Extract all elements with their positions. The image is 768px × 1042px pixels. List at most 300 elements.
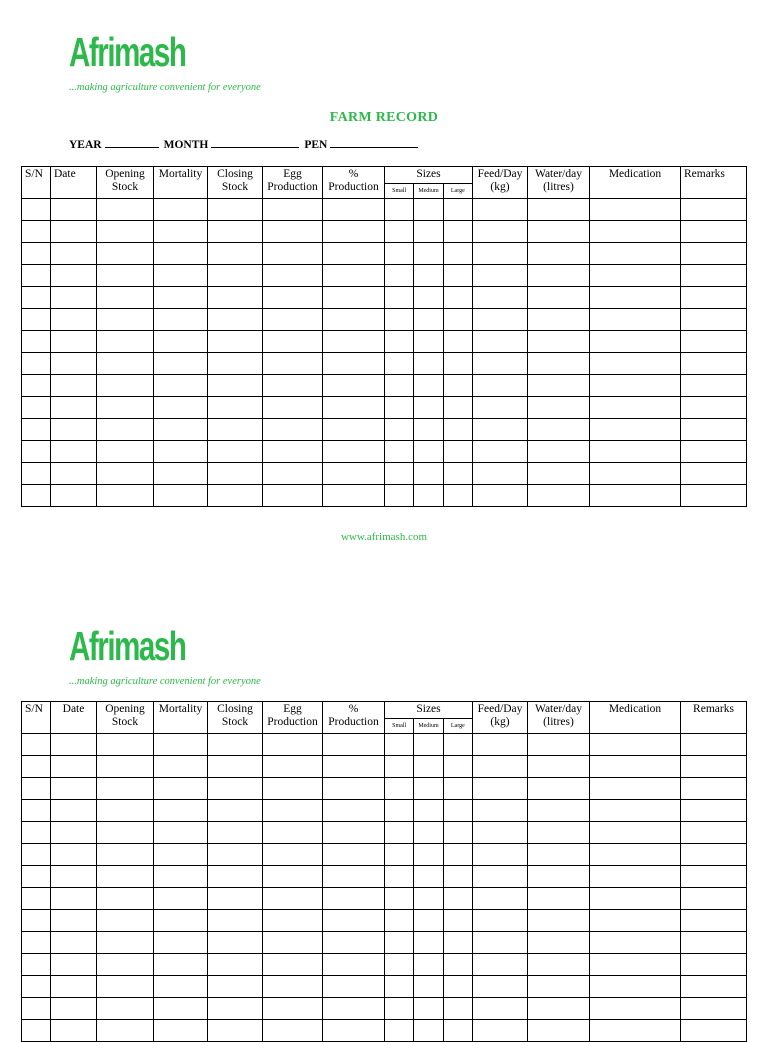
table-cell[interactable] xyxy=(154,397,208,419)
sizes-cell[interactable] xyxy=(385,485,473,507)
table-cell[interactable] xyxy=(323,888,385,910)
table-cell[interactable] xyxy=(51,734,97,756)
table-cell[interactable] xyxy=(208,243,263,265)
table-cell[interactable] xyxy=(22,265,51,287)
table-cell[interactable] xyxy=(154,778,208,800)
table-cell[interactable] xyxy=(681,954,747,976)
size-cell-small[interactable] xyxy=(385,287,413,308)
size-cell-small[interactable] xyxy=(385,998,413,1019)
sizes-cell[interactable] xyxy=(385,998,473,1020)
table-cell[interactable] xyxy=(22,441,51,463)
size-cell-medium[interactable] xyxy=(413,463,442,484)
table-cell[interactable] xyxy=(263,353,323,375)
table-cell[interactable] xyxy=(51,419,97,441)
table-cell[interactable] xyxy=(681,932,747,954)
table-cell[interactable] xyxy=(323,778,385,800)
size-cell-large[interactable] xyxy=(443,331,472,352)
table-cell[interactable] xyxy=(473,844,528,866)
table-cell[interactable] xyxy=(681,756,747,778)
sizes-cell[interactable] xyxy=(385,844,473,866)
table-cell[interactable] xyxy=(51,1020,97,1042)
sizes-cell[interactable] xyxy=(385,309,473,331)
table-cell[interactable] xyxy=(323,1020,385,1042)
size-cell-small[interactable] xyxy=(385,976,413,997)
table-cell[interactable] xyxy=(473,265,528,287)
table-cell[interactable] xyxy=(97,309,154,331)
size-cell-medium[interactable] xyxy=(413,822,442,843)
table-cell[interactable] xyxy=(154,800,208,822)
table-cell[interactable] xyxy=(154,888,208,910)
table-cell[interactable] xyxy=(51,441,97,463)
table-cell[interactable] xyxy=(22,331,51,353)
size-cell-large[interactable] xyxy=(443,954,472,975)
table-cell[interactable] xyxy=(528,199,590,221)
size-cell-medium[interactable] xyxy=(413,734,442,755)
table-cell[interactable] xyxy=(97,397,154,419)
size-cell-small[interactable] xyxy=(385,734,413,755)
table-cell[interactable] xyxy=(22,844,51,866)
size-cell-large[interactable] xyxy=(443,998,472,1019)
table-cell[interactable] xyxy=(528,954,590,976)
table-cell[interactable] xyxy=(323,910,385,932)
pen-field[interactable] xyxy=(330,147,418,148)
table-cell[interactable] xyxy=(681,375,747,397)
size-cell-small[interactable] xyxy=(385,888,413,909)
table-cell[interactable] xyxy=(323,756,385,778)
table-cell[interactable] xyxy=(323,243,385,265)
table-cell[interactable] xyxy=(528,998,590,1020)
table-cell[interactable] xyxy=(22,221,51,243)
size-cell-medium[interactable] xyxy=(413,778,442,799)
table-cell[interactable] xyxy=(51,822,97,844)
table-cell[interactable] xyxy=(97,866,154,888)
table-cell[interactable] xyxy=(97,463,154,485)
sizes-cell[interactable] xyxy=(385,954,473,976)
size-cell-small[interactable] xyxy=(385,954,413,975)
sizes-cell[interactable] xyxy=(385,221,473,243)
table-cell[interactable] xyxy=(473,954,528,976)
size-cell-large[interactable] xyxy=(443,463,472,484)
table-cell[interactable] xyxy=(263,397,323,419)
table-cell[interactable] xyxy=(263,265,323,287)
table-cell[interactable] xyxy=(97,888,154,910)
table-cell[interactable] xyxy=(154,221,208,243)
table-cell[interactable] xyxy=(154,463,208,485)
size-cell-large[interactable] xyxy=(443,221,472,242)
size-cell-medium[interactable] xyxy=(413,375,442,396)
size-cell-medium[interactable] xyxy=(413,1020,442,1041)
size-cell-small[interactable] xyxy=(385,910,413,931)
table-cell[interactable] xyxy=(51,998,97,1020)
table-cell[interactable] xyxy=(473,287,528,309)
table-cell[interactable] xyxy=(528,309,590,331)
table-cell[interactable] xyxy=(473,419,528,441)
size-cell-small[interactable] xyxy=(385,756,413,777)
sizes-cell[interactable] xyxy=(385,1020,473,1042)
table-cell[interactable] xyxy=(681,734,747,756)
table-cell[interactable] xyxy=(22,756,51,778)
table-cell[interactable] xyxy=(323,441,385,463)
sizes-cell[interactable] xyxy=(385,331,473,353)
table-cell[interactable] xyxy=(473,485,528,507)
table-cell[interactable] xyxy=(208,221,263,243)
size-cell-large[interactable] xyxy=(443,822,472,843)
size-cell-small[interactable] xyxy=(385,866,413,887)
table-cell[interactable] xyxy=(323,287,385,309)
table-cell[interactable] xyxy=(51,485,97,507)
sizes-cell[interactable] xyxy=(385,866,473,888)
table-cell[interactable] xyxy=(208,309,263,331)
table-cell[interactable] xyxy=(154,1020,208,1042)
size-cell-large[interactable] xyxy=(443,265,472,286)
table-cell[interactable] xyxy=(208,800,263,822)
table-cell[interactable] xyxy=(528,485,590,507)
table-cell[interactable] xyxy=(473,463,528,485)
table-cell[interactable] xyxy=(590,419,681,441)
size-cell-small[interactable] xyxy=(385,375,413,396)
size-cell-large[interactable] xyxy=(443,976,472,997)
table-cell[interactable] xyxy=(22,866,51,888)
table-cell[interactable] xyxy=(22,309,51,331)
table-cell[interactable] xyxy=(51,309,97,331)
table-cell[interactable] xyxy=(263,976,323,998)
size-cell-small[interactable] xyxy=(385,397,413,418)
table-cell[interactable] xyxy=(208,866,263,888)
table-cell[interactable] xyxy=(51,800,97,822)
size-cell-medium[interactable] xyxy=(413,888,442,909)
table-cell[interactable] xyxy=(97,353,154,375)
table-cell[interactable] xyxy=(51,331,97,353)
table-cell[interactable] xyxy=(208,998,263,1020)
size-cell-large[interactable] xyxy=(443,734,472,755)
table-cell[interactable] xyxy=(590,822,681,844)
table-cell[interactable] xyxy=(208,756,263,778)
table-cell[interactable] xyxy=(590,888,681,910)
table-cell[interactable] xyxy=(528,221,590,243)
table-cell[interactable] xyxy=(22,888,51,910)
table-cell[interactable] xyxy=(154,353,208,375)
sizes-cell[interactable] xyxy=(385,734,473,756)
table-cell[interactable] xyxy=(528,778,590,800)
table-cell[interactable] xyxy=(51,199,97,221)
table-cell[interactable] xyxy=(154,844,208,866)
table-cell[interactable] xyxy=(528,756,590,778)
sizes-cell[interactable] xyxy=(385,441,473,463)
table-cell[interactable] xyxy=(51,756,97,778)
table-cell[interactable] xyxy=(208,485,263,507)
table-cell[interactable] xyxy=(97,910,154,932)
table-cell[interactable] xyxy=(323,976,385,998)
table-cell[interactable] xyxy=(323,199,385,221)
table-cell[interactable] xyxy=(208,844,263,866)
table-cell[interactable] xyxy=(22,800,51,822)
table-cell[interactable] xyxy=(473,866,528,888)
table-cell[interactable] xyxy=(208,287,263,309)
table-cell[interactable] xyxy=(97,800,154,822)
table-cell[interactable] xyxy=(154,932,208,954)
table-cell[interactable] xyxy=(208,1020,263,1042)
size-cell-medium[interactable] xyxy=(413,998,442,1019)
table-cell[interactable] xyxy=(22,910,51,932)
table-cell[interactable] xyxy=(97,199,154,221)
table-cell[interactable] xyxy=(323,822,385,844)
table-cell[interactable] xyxy=(22,199,51,221)
size-cell-small[interactable] xyxy=(385,331,413,352)
size-cell-large[interactable] xyxy=(443,353,472,374)
table-cell[interactable] xyxy=(97,265,154,287)
table-cell[interactable] xyxy=(590,331,681,353)
table-cell[interactable] xyxy=(473,353,528,375)
size-cell-medium[interactable] xyxy=(413,441,442,462)
size-cell-small[interactable] xyxy=(385,221,413,242)
table-cell[interactable] xyxy=(51,463,97,485)
table-cell[interactable] xyxy=(323,375,385,397)
table-cell[interactable] xyxy=(473,441,528,463)
sizes-cell[interactable] xyxy=(385,778,473,800)
table-cell[interactable] xyxy=(208,331,263,353)
table-cell[interactable] xyxy=(22,778,51,800)
size-cell-medium[interactable] xyxy=(413,976,442,997)
size-cell-small[interactable] xyxy=(385,485,413,506)
table-cell[interactable] xyxy=(528,822,590,844)
table-cell[interactable] xyxy=(51,778,97,800)
table-cell[interactable] xyxy=(51,910,97,932)
table-cell[interactable] xyxy=(681,265,747,287)
table-cell[interactable] xyxy=(681,397,747,419)
table-cell[interactable] xyxy=(528,800,590,822)
table-cell[interactable] xyxy=(22,397,51,419)
table-cell[interactable] xyxy=(263,998,323,1020)
table-cell[interactable] xyxy=(263,844,323,866)
size-cell-small[interactable] xyxy=(385,353,413,374)
table-cell[interactable] xyxy=(263,778,323,800)
table-cell[interactable] xyxy=(528,734,590,756)
table-cell[interactable] xyxy=(154,734,208,756)
table-cell[interactable] xyxy=(208,910,263,932)
table-cell[interactable] xyxy=(263,822,323,844)
table-cell[interactable] xyxy=(154,309,208,331)
table-cell[interactable] xyxy=(590,800,681,822)
table-cell[interactable] xyxy=(473,221,528,243)
table-cell[interactable] xyxy=(590,756,681,778)
table-cell[interactable] xyxy=(154,331,208,353)
table-cell[interactable] xyxy=(208,397,263,419)
size-cell-large[interactable] xyxy=(443,932,472,953)
table-cell[interactable] xyxy=(681,485,747,507)
table-cell[interactable] xyxy=(528,888,590,910)
table-cell[interactable] xyxy=(97,287,154,309)
sizes-cell[interactable] xyxy=(385,932,473,954)
table-cell[interactable] xyxy=(528,419,590,441)
table-cell[interactable] xyxy=(590,998,681,1020)
size-cell-medium[interactable] xyxy=(413,844,442,865)
size-cell-medium[interactable] xyxy=(413,243,442,264)
size-cell-large[interactable] xyxy=(443,375,472,396)
table-cell[interactable] xyxy=(590,734,681,756)
table-cell[interactable] xyxy=(473,976,528,998)
table-cell[interactable] xyxy=(22,822,51,844)
sizes-cell[interactable] xyxy=(385,265,473,287)
table-cell[interactable] xyxy=(97,844,154,866)
table-cell[interactable] xyxy=(590,287,681,309)
table-cell[interactable] xyxy=(22,734,51,756)
table-cell[interactable] xyxy=(681,221,747,243)
table-cell[interactable] xyxy=(590,866,681,888)
sizes-cell[interactable] xyxy=(385,397,473,419)
table-cell[interactable] xyxy=(681,888,747,910)
size-cell-large[interactable] xyxy=(443,1020,472,1041)
table-cell[interactable] xyxy=(528,397,590,419)
table-cell[interactable] xyxy=(323,954,385,976)
size-cell-large[interactable] xyxy=(443,287,472,308)
table-cell[interactable] xyxy=(590,844,681,866)
table-cell[interactable] xyxy=(590,309,681,331)
table-cell[interactable] xyxy=(590,1020,681,1042)
table-cell[interactable] xyxy=(97,998,154,1020)
table-cell[interactable] xyxy=(263,800,323,822)
table-cell[interactable] xyxy=(473,243,528,265)
size-cell-small[interactable] xyxy=(385,463,413,484)
table-cell[interactable] xyxy=(473,888,528,910)
table-cell[interactable] xyxy=(263,375,323,397)
size-cell-large[interactable] xyxy=(443,800,472,821)
table-cell[interactable] xyxy=(681,441,747,463)
table-cell[interactable] xyxy=(97,419,154,441)
table-cell[interactable] xyxy=(323,463,385,485)
size-cell-medium[interactable] xyxy=(413,954,442,975)
table-cell[interactable] xyxy=(154,954,208,976)
table-cell[interactable] xyxy=(681,844,747,866)
size-cell-small[interactable] xyxy=(385,199,413,220)
table-cell[interactable] xyxy=(154,199,208,221)
table-cell[interactable] xyxy=(51,866,97,888)
table-cell[interactable] xyxy=(681,822,747,844)
table-cell[interactable] xyxy=(208,463,263,485)
table-cell[interactable] xyxy=(473,778,528,800)
table-cell[interactable] xyxy=(208,375,263,397)
table-cell[interactable] xyxy=(263,287,323,309)
table-cell[interactable] xyxy=(681,1020,747,1042)
table-cell[interactable] xyxy=(22,353,51,375)
table-cell[interactable] xyxy=(154,822,208,844)
table-cell[interactable] xyxy=(681,199,747,221)
table-cell[interactable] xyxy=(208,976,263,998)
table-cell[interactable] xyxy=(51,932,97,954)
table-cell[interactable] xyxy=(208,353,263,375)
table-cell[interactable] xyxy=(263,888,323,910)
table-cell[interactable] xyxy=(590,199,681,221)
table-cell[interactable] xyxy=(208,778,263,800)
table-cell[interactable] xyxy=(208,932,263,954)
table-cell[interactable] xyxy=(51,287,97,309)
table-cell[interactable] xyxy=(590,243,681,265)
size-cell-large[interactable] xyxy=(443,199,472,220)
table-cell[interactable] xyxy=(154,998,208,1020)
table-cell[interactable] xyxy=(22,243,51,265)
table-cell[interactable] xyxy=(263,756,323,778)
table-cell[interactable] xyxy=(208,199,263,221)
table-cell[interactable] xyxy=(154,375,208,397)
size-cell-large[interactable] xyxy=(443,309,472,330)
table-cell[interactable] xyxy=(97,734,154,756)
table-cell[interactable] xyxy=(97,778,154,800)
size-cell-small[interactable] xyxy=(385,778,413,799)
table-cell[interactable] xyxy=(208,954,263,976)
table-cell[interactable] xyxy=(154,441,208,463)
table-cell[interactable] xyxy=(681,419,747,441)
table-cell[interactable] xyxy=(681,463,747,485)
table-cell[interactable] xyxy=(263,1020,323,1042)
table-cell[interactable] xyxy=(263,419,323,441)
table-cell[interactable] xyxy=(528,932,590,954)
size-cell-large[interactable] xyxy=(443,441,472,462)
table-cell[interactable] xyxy=(97,1020,154,1042)
table-cell[interactable] xyxy=(208,419,263,441)
table-cell[interactable] xyxy=(681,800,747,822)
size-cell-large[interactable] xyxy=(443,397,472,418)
table-cell[interactable] xyxy=(154,287,208,309)
table-cell[interactable] xyxy=(263,932,323,954)
table-cell[interactable] xyxy=(51,265,97,287)
sizes-cell[interactable] xyxy=(385,419,473,441)
size-cell-small[interactable] xyxy=(385,309,413,330)
website-link[interactable]: www.afrimash.com xyxy=(340,531,428,543)
table-cell[interactable] xyxy=(681,910,747,932)
table-cell[interactable] xyxy=(154,265,208,287)
table-cell[interactable] xyxy=(590,932,681,954)
table-cell[interactable] xyxy=(528,375,590,397)
table-cell[interactable] xyxy=(263,734,323,756)
table-cell[interactable] xyxy=(681,353,747,375)
table-cell[interactable] xyxy=(22,976,51,998)
table-cell[interactable] xyxy=(323,265,385,287)
table-cell[interactable] xyxy=(473,199,528,221)
size-cell-medium[interactable] xyxy=(413,756,442,777)
table-cell[interactable] xyxy=(22,1020,51,1042)
table-cell[interactable] xyxy=(97,756,154,778)
size-cell-medium[interactable] xyxy=(413,397,442,418)
table-cell[interactable] xyxy=(528,910,590,932)
table-cell[interactable] xyxy=(528,441,590,463)
table-cell[interactable] xyxy=(263,199,323,221)
table-cell[interactable] xyxy=(473,822,528,844)
table-cell[interactable] xyxy=(208,265,263,287)
table-cell[interactable] xyxy=(528,844,590,866)
table-cell[interactable] xyxy=(22,932,51,954)
table-cell[interactable] xyxy=(323,353,385,375)
table-cell[interactable] xyxy=(263,910,323,932)
table-cell[interactable] xyxy=(590,441,681,463)
table-cell[interactable] xyxy=(154,485,208,507)
size-cell-medium[interactable] xyxy=(413,932,442,953)
table-cell[interactable] xyxy=(590,265,681,287)
table-cell[interactable] xyxy=(154,910,208,932)
size-cell-small[interactable] xyxy=(385,441,413,462)
table-cell[interactable] xyxy=(323,419,385,441)
table-cell[interactable] xyxy=(473,800,528,822)
size-cell-large[interactable] xyxy=(443,756,472,777)
table-cell[interactable] xyxy=(263,485,323,507)
table-cell[interactable] xyxy=(323,331,385,353)
size-cell-large[interactable] xyxy=(443,888,472,909)
sizes-cell[interactable] xyxy=(385,287,473,309)
size-cell-large[interactable] xyxy=(443,778,472,799)
table-cell[interactable] xyxy=(590,463,681,485)
table-cell[interactable] xyxy=(528,353,590,375)
size-cell-large[interactable] xyxy=(443,419,472,440)
sizes-cell[interactable] xyxy=(385,800,473,822)
size-cell-medium[interactable] xyxy=(413,199,442,220)
